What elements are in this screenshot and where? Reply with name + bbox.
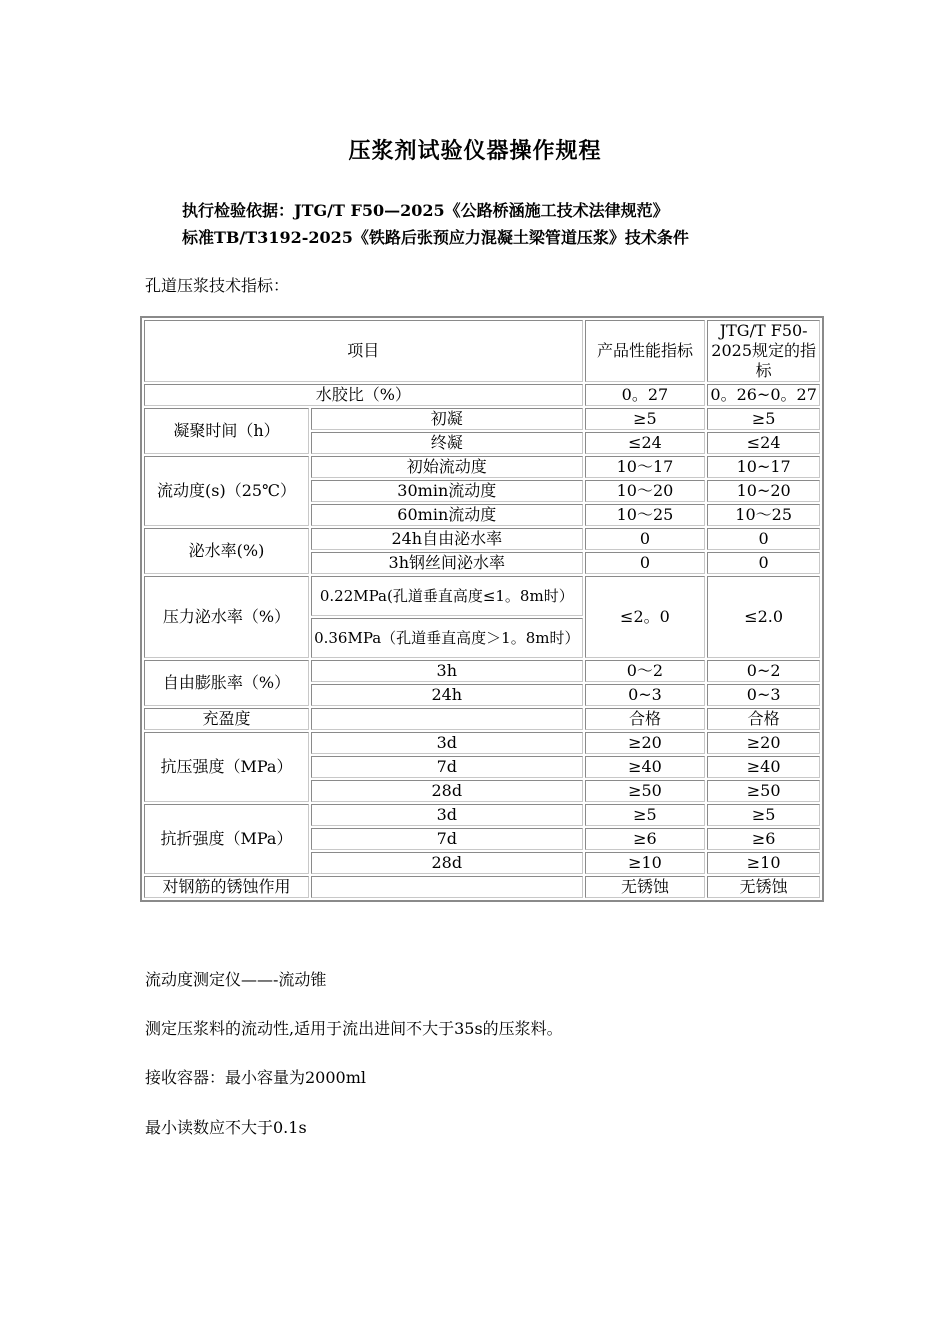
cell-standard: 10~17 (707, 456, 820, 478)
table-row (144, 456, 820, 478)
flexural-label: 抗折强度（MPa） (144, 804, 309, 874)
cell-sub: 初始流动度 (311, 456, 583, 478)
cell-standard: ≥5 (707, 804, 820, 826)
table-row (144, 408, 820, 430)
table-row (144, 804, 820, 826)
cell-sub: 3d (311, 804, 583, 826)
cell-sub: 24h (311, 684, 583, 706)
table-header-row (144, 320, 820, 382)
cell-product: 0～2 (585, 660, 706, 682)
basis-line-1: 执行检验依据：JTG/T F50—2025《公路桥涵施工技术法律规范》 (182, 201, 669, 220)
cell-sub: 7d (311, 828, 583, 850)
cell-product: ≥10 (585, 852, 706, 874)
cell-sub: 28d (311, 780, 583, 802)
cell-standard: ≤24 (707, 432, 820, 454)
table-row (144, 660, 820, 682)
fullness-label: 充盈度 (144, 708, 309, 730)
cell-product: 合格 (585, 708, 706, 730)
paragraph-purpose: 测定压浆料的流动性,适用于流出进间不大于35s的压浆料。 (145, 1019, 563, 1038)
setting-label: 凝聚时间（h） (144, 408, 309, 454)
header-item: 项目 (144, 320, 583, 382)
cell-product: 无锈蚀 (585, 876, 706, 898)
cell-standard: ≥50 (707, 780, 820, 802)
expansion-label: 自由膨胀率（%） (144, 660, 309, 706)
wb-ratio-label: 水胶比（%） (144, 384, 583, 406)
paragraph-container: 接收容器：最小容量为2000ml (145, 1068, 367, 1087)
cell-standard: 0。26~0。27 (707, 384, 820, 406)
cell-sub: 0.36MPa（孔道垂直高度＞1。8m时） (311, 618, 583, 658)
corrosion-label: 对钢筋的锈蚀作用 (144, 876, 309, 898)
cell-sub-empty (311, 876, 583, 898)
cell-standard: ≥40 (707, 756, 820, 778)
cell-standard: 0~3 (707, 684, 820, 706)
table-row (144, 876, 820, 898)
cell-sub: 28d (311, 852, 583, 874)
cell-standard: ≥10 (707, 852, 820, 874)
cell-product: 0 (585, 528, 706, 550)
cell-sub: 终凝 (311, 432, 583, 454)
spec-table (140, 316, 824, 902)
cell-standard: ≥20 (707, 732, 820, 754)
cell-sub: 3h (311, 660, 583, 682)
cell-product: 0。27 (585, 384, 706, 406)
cell-product: ≥5 (585, 804, 706, 826)
cell-product: ≥5 (585, 408, 706, 430)
cell-standard: 10~20 (707, 480, 820, 502)
table-row (144, 576, 820, 616)
cell-standard: ≥6 (707, 828, 820, 850)
cell-standard: ≥5 (707, 408, 820, 430)
cell-standard: 10～25 (707, 504, 820, 526)
cell-sub: 30min流动度 (311, 480, 583, 502)
bleeding-label: 泌水率(%) (144, 528, 309, 574)
table-row (144, 384, 820, 406)
table-row (144, 732, 820, 754)
cell-product: 10～17 (585, 456, 706, 478)
cell-product: 0~3 (585, 684, 706, 706)
pressure-bleeding-label: 压力泌水率（%） (144, 576, 309, 658)
cell-sub-empty (311, 708, 583, 730)
fluidity-label: 流动度(s)（25℃） (144, 456, 309, 526)
cell-standard: ≤2.0 (707, 576, 820, 658)
cell-standard: 无锈蚀 (707, 876, 820, 898)
header-product: 产品性能指标 (585, 320, 706, 382)
cell-sub: 3d (311, 732, 583, 754)
cell-product: ≥50 (585, 780, 706, 802)
cell-product: ≥40 (585, 756, 706, 778)
cell-product: 10～20 (585, 480, 706, 502)
cell-product: ≥6 (585, 828, 706, 850)
index-intro: 孔道压浆技术指标： (145, 276, 290, 295)
cell-product: ≤2。0 (585, 576, 706, 658)
paragraph-reading: 最小读数应不大于0.1s (145, 1118, 307, 1137)
header-standard: JTG/T F50-2025规定的指标 (707, 320, 820, 382)
cell-product: ≥20 (585, 732, 706, 754)
cell-standard: 0 (707, 552, 820, 574)
cell-sub: 0.22MPa(孔道垂直高度≤1。8m时） (311, 576, 583, 616)
cell-sub: 初凝 (311, 408, 583, 430)
cell-standard: 0 (707, 528, 820, 550)
basis-line-2: 标准TB/T3192-2025《铁路后张预应力混凝土梁管道压浆》技术条件 (182, 228, 689, 247)
cell-product: 10～25 (585, 504, 706, 526)
compressive-label: 抗压强度（MPa） (144, 732, 309, 802)
cell-sub: 7d (311, 756, 583, 778)
cell-product: 0 (585, 552, 706, 574)
cell-sub: 60min流动度 (311, 504, 583, 526)
cell-sub: 24h自由泌水率 (311, 528, 583, 550)
paragraph-flow-cone: 流动度测定仪——-流动锥 (145, 970, 327, 989)
cell-standard: 合格 (707, 708, 820, 730)
cell-product: ≤24 (585, 432, 706, 454)
cell-standard: 0~2 (707, 660, 820, 682)
table-row (144, 708, 820, 730)
cell-sub: 3h钢丝间泌水率 (311, 552, 583, 574)
page-title: 压浆剂试验仪器操作规程 (348, 138, 602, 164)
table-row (144, 528, 820, 550)
